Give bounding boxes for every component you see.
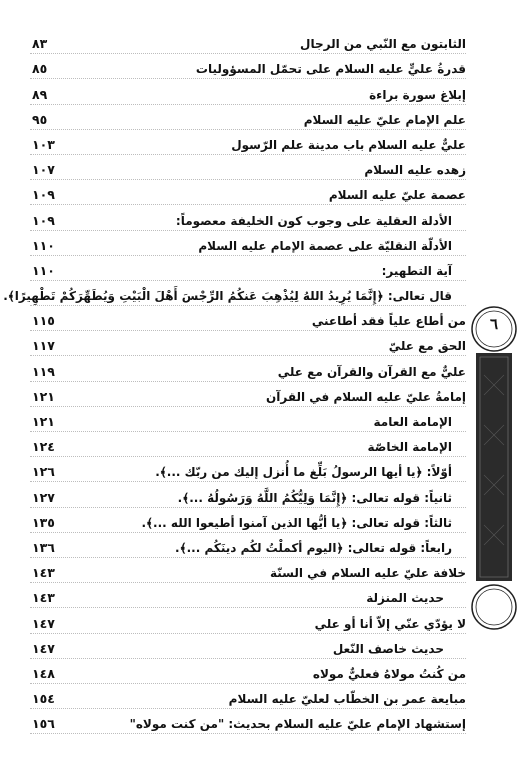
toc-entry-page: ١١٥ (32, 313, 55, 329)
toc-entry-title: مبايعة عمر بن الخطّاب لعليّ عليه السلام (228, 692, 466, 707)
toc-entry-page: ٨٣ (32, 36, 48, 52)
toc-entry-title: قدرةُ عليٍّ عليه السلام على تحمّل المسؤوليات (195, 62, 466, 77)
toc-entry-page: ١٥٤ (32, 691, 55, 707)
toc-entry-title: لا يؤدّي عنّي إلاّ أنا أو علي (314, 616, 466, 631)
toc-entry[interactable] (30, 432, 466, 457)
toc-entry-title: ثالثاً: قوله تعالى: ﴿يا أيُّها الذين آمنوا أطيعوا الله ...﴾. (141, 515, 452, 530)
toc-entry-page: ١٢٤ (32, 439, 55, 455)
toc-entry-page: ١٢١ (32, 414, 55, 429)
toc-entry[interactable] (30, 29, 466, 54)
side-ornament-band (470, 305, 526, 635)
toc-entry[interactable] (30, 482, 466, 507)
toc-entry[interactable] (30, 256, 466, 281)
toc-entry[interactable] (30, 356, 466, 381)
toc-entry-page: ١٤٧ (32, 640, 55, 656)
toc-entry[interactable] (30, 684, 466, 709)
toc-entry[interactable] (30, 608, 466, 633)
table-of-contents (3, 29, 466, 734)
toc-entry-page: ١٠٩ (32, 212, 55, 228)
toc-entry-title: الإمامة العامة (373, 415, 452, 429)
toc-entry[interactable] (30, 407, 466, 432)
toc-entry[interactable] (30, 583, 466, 608)
toc-entry-page: ٨٥ (32, 61, 48, 77)
toc-entry-page: ١١٠ (32, 262, 55, 278)
toc-entry-page: ١٤٧ (32, 615, 55, 631)
toc-entry-title: قال تعالى: ﴿إِنَّمَا يُرِيدُ اللهُ لِيُذْهِبَ عَنكُمُ الرِّجْسَ أَهْلَ الْبَيْتِ وَيُطَهِّرَكُمْ تَطْهِيرًا﴾. (3, 289, 452, 304)
toc-entry[interactable] (30, 180, 466, 205)
toc-entry-title: الأدلّة النقليّة على عصمة الإمام عليه السلام (198, 238, 452, 253)
toc-entry-page: ١٤٨ (32, 665, 55, 681)
toc-entry[interactable] (30, 634, 466, 659)
toc-entry[interactable] (30, 508, 466, 533)
toc-entry[interactable] (30, 130, 466, 155)
toc-entry-title: حديث خاصف النّعل (332, 641, 444, 656)
toc-entry-page: ١٤٣ (32, 565, 55, 581)
toc-entry[interactable] (30, 205, 466, 230)
toc-entry-title: من أطاع علياً فقد أطاعني (311, 314, 466, 329)
toc-entry-page: ٩٥ (32, 111, 48, 127)
toc-entry-title: الإمامة الخاصّة (367, 440, 452, 455)
toc-entry-title: ثانياً: قوله تعالى: ﴿إِنَّمَا وَلِيُّكُمُ اللَّهُ وَرَسُولُهُ ...﴾. (177, 490, 452, 505)
toc-entry[interactable] (30, 533, 466, 558)
toc-entry-title: إمامةُ عليّ عليه السلام في القرآن (266, 389, 466, 404)
toc-entry-page: ١١٧ (32, 338, 55, 354)
toc-entry-title: الحق مع عليّ (388, 339, 466, 354)
toc-entry-page (0, 288, 3, 304)
toc-entry-title: رابعاً: قوله تعالى: ﴿اليوم أكملْتُ لكُم دينَكُم ...﴾. (175, 540, 452, 555)
toc-entry[interactable] (30, 231, 466, 256)
toc-entry-page: ١٢٧ (32, 489, 55, 505)
toc-entry[interactable] (30, 457, 466, 482)
toc-entry-page: ١٠٣ (32, 136, 55, 152)
toc-entry-title: زهده عليه السلام (364, 163, 466, 178)
toc-entry-title: الثابتون مع النّبي من الرجال (300, 37, 466, 52)
toc-entry-title: عليٌّ عليه السلام باب مدينة علم الرّسول (231, 137, 466, 152)
toc-entry-title: حديث المنزلة (366, 591, 444, 606)
ornament-frame-icon (470, 305, 526, 635)
toc-entry-title: عليٌّ مع القرآن والقرآن مع علي (277, 364, 466, 379)
toc-entry[interactable] (30, 79, 466, 104)
toc-entry[interactable] (30, 155, 466, 180)
toc-entry[interactable] (3, 281, 466, 306)
toc-entry-title: أوّلاً: ﴿يا أيها الرسولُ بَلِّغ ما أُنزل إليك من ربّك ...﴾. (155, 465, 452, 480)
toc-entry-page: ١٢٦ (32, 464, 55, 480)
toc-entry[interactable] (30, 709, 466, 734)
toc-entry-page: ١٠٩ (32, 187, 55, 203)
toc-entry-title: إستشهاد الإمام عليّ عليه السلام بحديث: "من كنت مولاه" (129, 717, 466, 732)
toc-entry-page: ١٣٦ (32, 539, 55, 555)
toc-entry-title: خلافة عليّ عليه السلام في السنّة (269, 566, 466, 581)
toc-entry-title: عصمة عليّ عليه السلام (328, 188, 466, 203)
toc-entry-page: ٨٩ (32, 86, 48, 102)
toc-entry-page: ١١٠ (32, 237, 55, 253)
toc-entry[interactable] (30, 659, 466, 684)
toc-entry-title: من كُنتُ مولاهُ فعليٌّ مولاه (312, 666, 466, 681)
toc-entry-page: ١٤٣ (32, 590, 55, 606)
page-number: ٦ (489, 315, 499, 333)
toc-entry-page: ١٥٦ (32, 716, 55, 732)
toc-entry[interactable] (30, 306, 466, 331)
toc-entry-title: علم الإمام عليّ عليه السلام (303, 112, 466, 127)
toc-entry[interactable] (30, 382, 466, 407)
toc-entry-title: آية التطهير: (381, 263, 452, 278)
toc-entry-title: الأدلة العقلية على وجوب كون الخليفة معصوماً: (175, 213, 452, 228)
toc-entry-page: ١٠٧ (32, 162, 55, 178)
toc-entry[interactable] (30, 54, 466, 79)
toc-entry[interactable] (30, 558, 466, 583)
toc-entry[interactable] (30, 105, 466, 130)
toc-entry-title: إبلاغ سورة براءة (369, 87, 466, 102)
toc-entry-page: ١٣٥ (32, 514, 55, 530)
toc-entry-page: ١٢١ (32, 388, 55, 404)
toc-entry-page: ١١٩ (32, 363, 55, 379)
toc-entry[interactable] (30, 331, 466, 356)
